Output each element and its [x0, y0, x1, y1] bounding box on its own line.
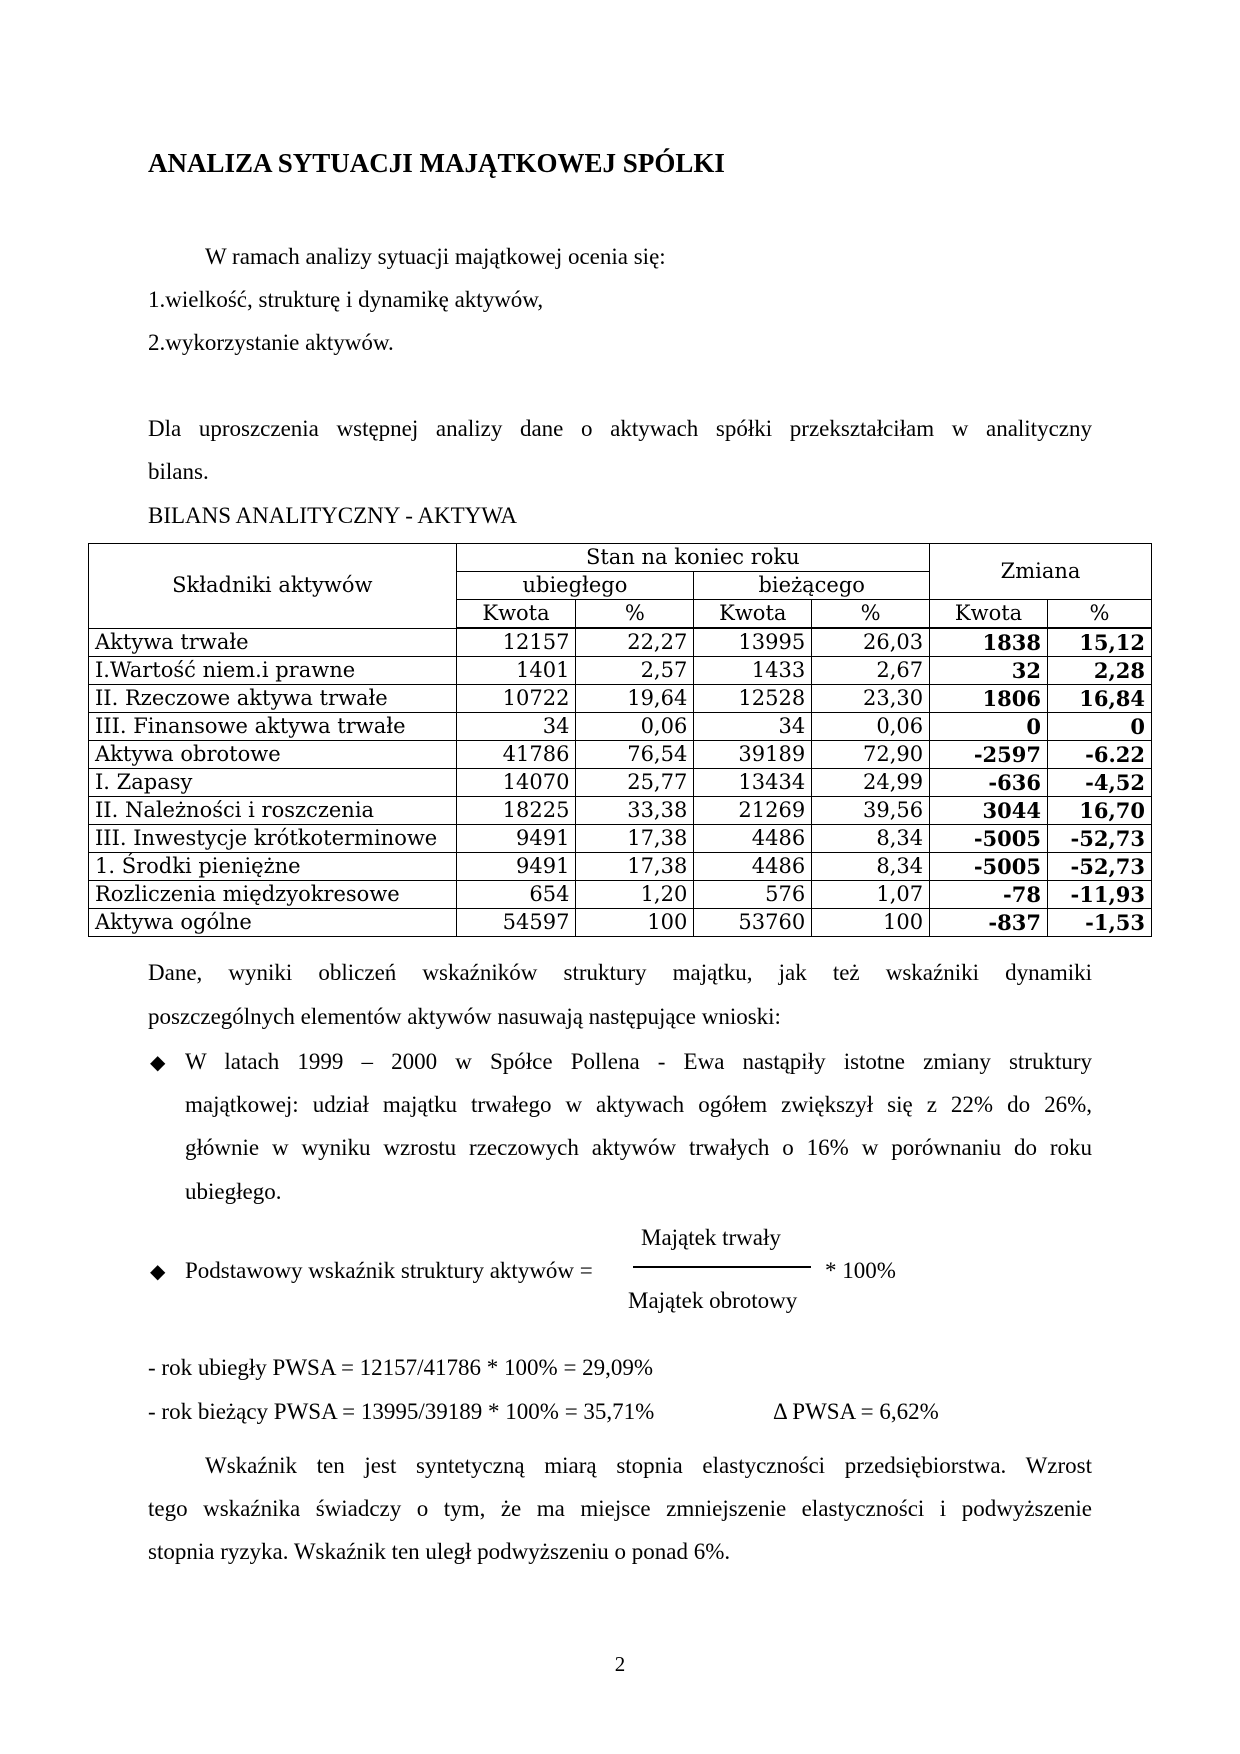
- cell-curr-pct: 1,07: [812, 881, 930, 909]
- cell-change-pct: 0: [1047, 713, 1151, 741]
- cell-prev-pct: 22,27: [576, 628, 694, 657]
- header-pct: %: [576, 600, 694, 629]
- row-name: Aktywa trwałe: [89, 628, 457, 657]
- header-prev-year: ubiegłego: [456, 572, 694, 600]
- cell-curr-amount: 576: [694, 881, 812, 909]
- cell-change-pct: -1,53: [1047, 909, 1151, 937]
- cell-change-pct: 2,28: [1047, 657, 1151, 685]
- formula-multiplier: * 100%: [825, 1258, 896, 1283]
- row-name: II. Należności i roszczenia: [89, 797, 457, 825]
- table-row: [89, 825, 1152, 853]
- intro-lead: W ramach analizy sytuacji majątkowej ocenia się:: [205, 244, 666, 269]
- cell-curr-pct: 0,06: [812, 713, 930, 741]
- row-name: Aktywa obrotowe: [89, 741, 457, 769]
- cell-prev-pct: 76,54: [576, 741, 694, 769]
- cell-curr-pct: 100: [812, 909, 930, 937]
- page-number: 2: [614, 1652, 626, 1676]
- table-row: [89, 741, 1152, 769]
- cell-prev-pct: 25,77: [576, 769, 694, 797]
- table-row: [89, 797, 1152, 825]
- cell-change-amount: 3044: [930, 797, 1048, 825]
- paragraph2-line2: tego wskaźnika świadczy o tym, że ma miejsce zmniejszenie elastyczności i podwyższenie: [148, 1496, 1092, 1521]
- cell-curr-pct: 39,56: [812, 797, 930, 825]
- header-amount: Kwota: [694, 600, 812, 629]
- cell-curr-pct: 8,34: [812, 825, 930, 853]
- bullet1-line4: ubiegłego.: [185, 1179, 282, 1204]
- cell-change-amount: 1806: [930, 685, 1048, 713]
- cell-change-amount: -2597: [930, 741, 1048, 769]
- cell-curr-amount: 34: [694, 713, 812, 741]
- cell-curr-pct: 8,34: [812, 853, 930, 881]
- row-name: III. Finansowe aktywa trwałe: [89, 713, 457, 741]
- cell-curr-pct: 24,99: [812, 769, 930, 797]
- bullet1-line3: głównie w wyniku wzrostu rzeczowych aktywów trwałych o 16% w porównaniu do roku: [185, 1135, 1092, 1160]
- cell-curr-amount: 13434: [694, 769, 812, 797]
- formula-numerator: Majątek trwały: [641, 1225, 781, 1250]
- cell-prev-amount: 34: [456, 713, 576, 741]
- conclusions-line1: Dane, wyniki obliczeń wskaźników struktury majątku, jak też wskaźniki dynamiki: [148, 960, 1092, 985]
- paragraph2-line1: Wskaźnik ten jest syntetyczną miarą stopnia elastyczności przedsiębiorstwa. Wzrost: [205, 1453, 1092, 1478]
- table-title: BILANS ANALITYCZNY - AKTYWA: [148, 503, 518, 528]
- conclusions-line2: poszczególnych elementów aktywów nasuwają następujące wnioski:: [148, 1004, 781, 1029]
- cell-curr-amount: 21269: [694, 797, 812, 825]
- header-change: Zmiana: [930, 544, 1152, 600]
- page-title: ANALIZA SYTUACJI MAJĄTKOWEJ SPÓLKI: [148, 148, 725, 178]
- cell-prev-pct: 2,57: [576, 657, 694, 685]
- cell-change-pct: -11,93: [1047, 881, 1151, 909]
- cell-change-amount: -5005: [930, 825, 1048, 853]
- cell-prev-pct: 100: [576, 909, 694, 937]
- cell-change-amount: -78: [930, 881, 1048, 909]
- table-row: [89, 769, 1152, 797]
- cell-change-pct: 15,12: [1047, 628, 1151, 657]
- diamond-bullet-icon: ◆: [150, 1052, 166, 1074]
- cell-change-pct: -6.22: [1047, 741, 1151, 769]
- cell-prev-amount: 18225: [456, 797, 576, 825]
- cell-curr-amount: 12528: [694, 685, 812, 713]
- cell-curr-pct: 2,67: [812, 657, 930, 685]
- row-name: II. Rzeczowe aktywa trwałe: [89, 685, 457, 713]
- cell-prev-amount: 654: [456, 881, 576, 909]
- row-name: III. Inwestycje krótkoterminowe: [89, 825, 457, 853]
- table-row: [89, 881, 1152, 909]
- cell-change-pct: -4,52: [1047, 769, 1151, 797]
- row-name: Aktywa ogólne: [89, 909, 457, 937]
- header-pct: %: [1047, 600, 1151, 629]
- cell-prev-amount: 14070: [456, 769, 576, 797]
- cell-prev-amount: 9491: [456, 825, 576, 853]
- cell-curr-amount: 53760: [694, 909, 812, 937]
- cell-change-amount: -636: [930, 769, 1048, 797]
- cell-prev-amount: 12157: [456, 628, 576, 657]
- cell-change-amount: -5005: [930, 853, 1048, 881]
- cell-curr-pct: 23,30: [812, 685, 930, 713]
- calc-delta: Δ PWSA = 6,62%: [773, 1399, 939, 1424]
- cell-prev-pct: 17,38: [576, 825, 694, 853]
- cell-change-amount: -837: [930, 909, 1048, 937]
- cell-change-pct: 16,84: [1047, 685, 1151, 713]
- cell-prev-amount: 9491: [456, 853, 576, 881]
- table-row: [89, 909, 1152, 937]
- header-components: Składniki aktywów: [89, 544, 457, 629]
- cell-prev-amount: 41786: [456, 741, 576, 769]
- paragraph2-line3: stopnia ryzyka. Wskaźnik ten uległ podwyższeniu o ponad 6%.: [148, 1539, 731, 1564]
- header-state: Stan na koniec roku: [456, 544, 930, 572]
- row-name: I. Zapasy: [89, 769, 457, 797]
- cell-prev-amount: 54597: [456, 909, 576, 937]
- header-pct: %: [812, 600, 930, 629]
- cell-curr-amount: 1433: [694, 657, 812, 685]
- diamond-bullet-icon: ◆: [150, 1261, 166, 1283]
- cell-prev-amount: 1401: [456, 657, 576, 685]
- table-row: [89, 853, 1152, 881]
- table-row: [89, 628, 1152, 657]
- cell-prev-pct: 0,06: [576, 713, 694, 741]
- cell-prev-pct: 17,38: [576, 853, 694, 881]
- cell-curr-pct: 72,90: [812, 741, 930, 769]
- cell-prev-pct: 19,64: [576, 685, 694, 713]
- table-row: [89, 685, 1152, 713]
- bullet1-line2: majątkowej: udział majątku trwałego w aktywach ogółem zwiększył się z 22% do 26%,: [185, 1092, 1092, 1117]
- row-name: I.Wartość niem.i prawne: [89, 657, 457, 685]
- bullet1-line1: W latach 1999 – 2000 w Spółce Pollena - Ewa nastąpiły istotne zmiany struktury: [185, 1049, 1092, 1074]
- cell-change-pct: -52,73: [1047, 825, 1151, 853]
- cell-change-pct: -52,73: [1047, 853, 1151, 881]
- intro-item-2: 2.wykorzystanie aktywów.: [148, 330, 394, 355]
- table-row: [89, 657, 1152, 685]
- cell-curr-amount: 4486: [694, 825, 812, 853]
- header-curr-year: bieżącego: [694, 572, 930, 600]
- cell-change-amount: 1838: [930, 628, 1048, 657]
- paragraph1-line1: Dla uproszczenia wstępnej analizy dane o aktywach spółki przekształciłam w analityczny: [148, 416, 1092, 441]
- paragraph1-line2: bilans.: [148, 459, 209, 484]
- row-name: 1. Środki pieniężne: [89, 853, 457, 881]
- cell-curr-amount: 4486: [694, 853, 812, 881]
- balance-table: [88, 543, 1152, 937]
- cell-prev-pct: 1,20: [576, 881, 694, 909]
- cell-curr-amount: 13995: [694, 628, 812, 657]
- cell-curr-pct: 26,03: [812, 628, 930, 657]
- row-name: Rozliczenia międzyokresowe: [89, 881, 457, 909]
- intro-item-1: 1.wielkość, strukturę i dynamikę aktywów,: [148, 287, 544, 312]
- cell-prev-pct: 33,38: [576, 797, 694, 825]
- header-amount: Kwota: [456, 600, 576, 629]
- calc-curr: - rok bieżący PWSA = 13995/39189 * 100% = 35,71%: [148, 1399, 655, 1424]
- table-row: [89, 713, 1152, 741]
- cell-change-amount: 32: [930, 657, 1048, 685]
- fraction-line: [633, 1266, 811, 1268]
- formula-denominator: Majątek obrotowy: [628, 1288, 798, 1313]
- cell-change-pct: 16,70: [1047, 797, 1151, 825]
- cell-curr-amount: 39189: [694, 741, 812, 769]
- formula-label: Podstawowy wskaźnik struktury aktywów =: [185, 1258, 593, 1283]
- cell-prev-amount: 10722: [456, 685, 576, 713]
- cell-change-amount: 0: [930, 713, 1048, 741]
- header-amount: Kwota: [930, 600, 1048, 629]
- calc-prev: - rok ubiegły PWSA = 12157/41786 * 100% = 29,09%: [148, 1355, 654, 1380]
